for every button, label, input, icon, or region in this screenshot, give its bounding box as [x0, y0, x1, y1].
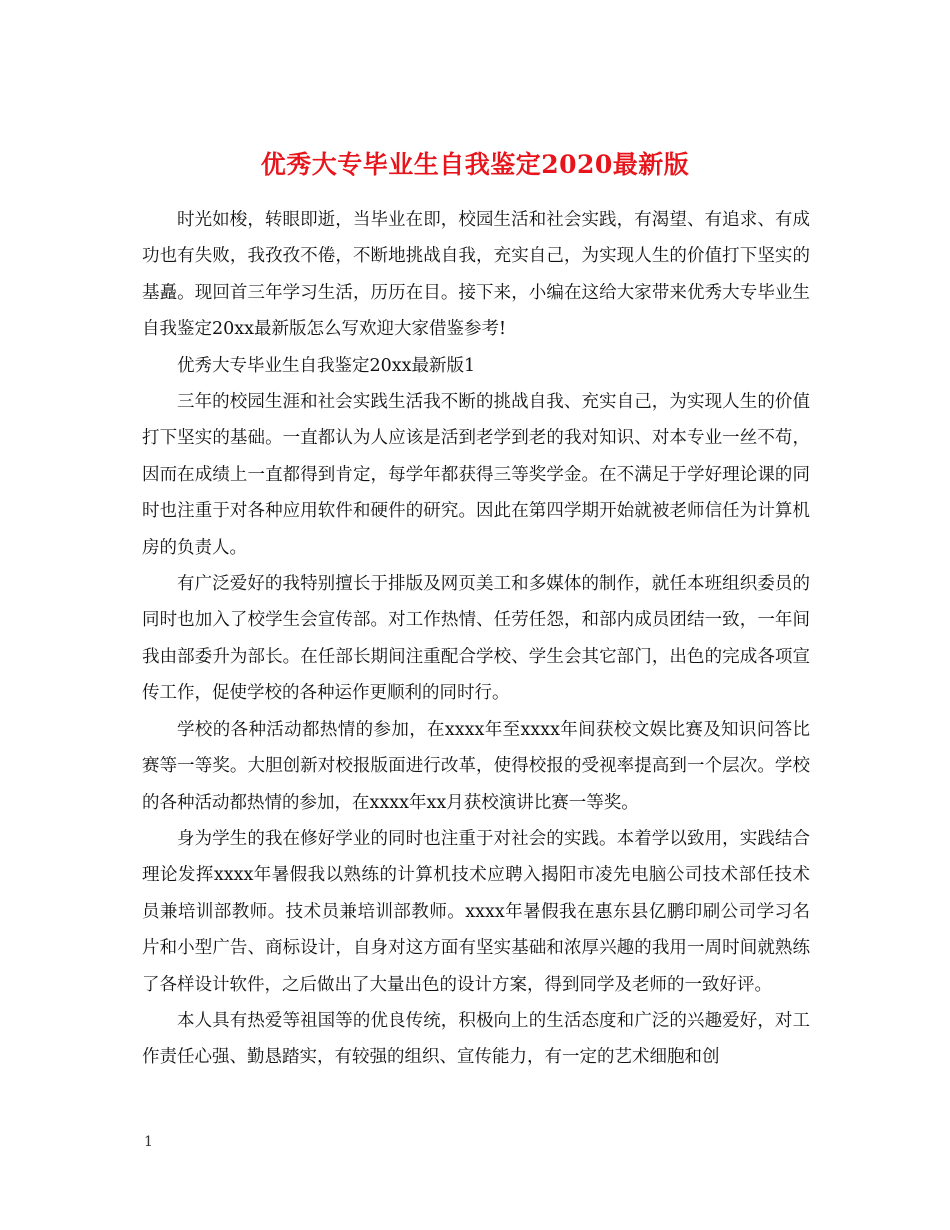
intro-paragraph: 时光如梭，转眼即逝，当毕业在即，校园生活和社会实践，有渴望、有追求、有成功也有失败，我孜孜不倦，不断地挑战自我，充实自己，为实现人生的价值打下坚实的基矗。现回首三年学习生活，历历在目。接下来，小编在这给大家带来优秀大专毕业生自我鉴定20xx最新版怎么写欢迎大家借鉴参考! [142, 210, 810, 340]
document-title: 优秀大专毕业生自我鉴定2020最新版 [260, 149, 690, 179]
page-number: 1 [144, 1134, 153, 1150]
document-body [142, 202, 810, 1076]
body-paragraph: 本人具有热爱等祖国等的优良传统，积极向上的生活态度和广泛的兴趣爱好，对工作责任心强、勤恳踏实，有较强的组织、宣传能力，有一定的艺术细胞和创 [142, 1010, 810, 1068]
body-paragraph: 有广泛爱好的我特别擅长于排版及网页美工和多媒体的制作，就任本班组织委员的同时也加入了校学生会宣传部。对工作热情、任劳任怨，和部内成员团结一致，一年间我由部委升为部长。在任部长期间注重配合学校、学生会其它部门，出色的完成各项宣传工作，促使学校的各种运作更顺利的同时行。 [142, 574, 810, 704]
body-paragraph: 学校的各种活动都热情的参加，在xxxx年至xxxx年间获校文娱比赛及知识问答比赛等一等奖。大胆创新对校报版面进行改革，使得校报的受视率提高到一个层次。学校的各种活动都热情的参加，在xxxx年xx月获校演讲比赛一等奖。 [142, 719, 810, 813]
body-paragraph: 身为学生的我在修好学业的同时也注重于对社会的实践。本着学以致用，实践结合理论发挥xxxx年暑假我以熟练的计算机技术应聘入揭阳市凌先电脑公司技术部任技术员兼培训部教师。技术员兼培训部教师。xxxx年暑假我在惠东县亿鹏印刷公司学习名片和小型广告、商标设计，自身对这方面有坚实基础和浓厚兴趣的我用一周时间就熟练了各样设计软件，之后做出了大量出色的设计方案，得到同学及老师的一致好评。 [142, 828, 810, 995]
body-paragraph: 三年的校园生涯和社会实践生活我不断的挑战自我、充实自己，为实现人生的价值打下坚实的基础。一直都认为人应该是活到老学到老的我对知识、对本专业一丝不苟，因而在成绩上一直都得到肯定，每学年都获得三等奖学金。在不满足于学好理论课的同时也注重于对各种应用软件和硬件的研究。因此在第四学期开始就被老师信任为计算机房的负责人。 [142, 392, 810, 558]
section-heading: 优秀大专毕业生自我鉴定20xx最新版1 [177, 355, 476, 376]
